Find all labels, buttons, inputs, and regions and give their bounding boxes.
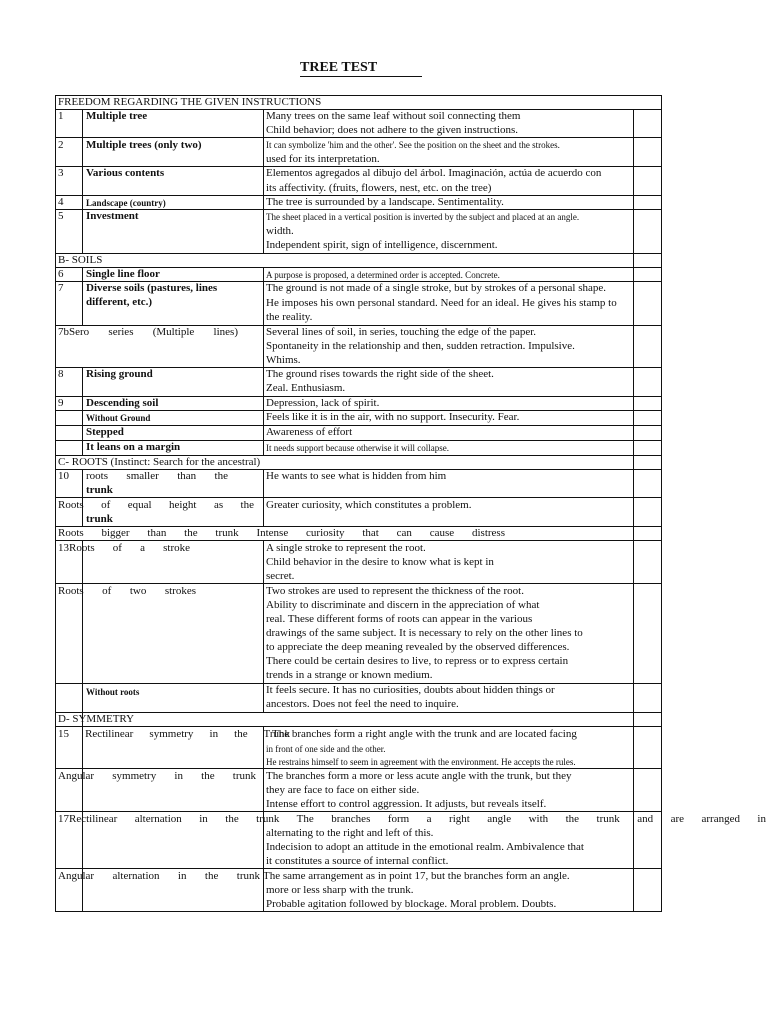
interpretation-line: It needs support because otherwise it will collapse. — [266, 443, 449, 453]
interpretation-line: more or less sharp with the trunk. — [266, 884, 414, 896]
row-rule — [55, 712, 662, 713]
interpretation-line: Spontaneity in the relationship and then, sudden retraction. Impulsive. — [266, 340, 575, 352]
criterion-name: It leans on a margin — [86, 441, 181, 453]
interpretation-line: they are face to face on either side. — [266, 784, 420, 796]
interpretation-line: Independent spirit, sign of intelligence, discernment. — [266, 239, 498, 251]
interpretation-line: used for its interpretation. — [266, 153, 380, 165]
interpretation-line: Ability to discriminate and discern in the appreciation of what — [266, 599, 540, 611]
interpretation-line: to appreciate the deep meaning revealed by the observed differences. — [266, 641, 570, 653]
row-number: 10 — [58, 470, 69, 482]
interpretation-line: Feels like it is in the air, with no support. Insecurity. Fear. — [266, 411, 520, 423]
interpretation-line: The sheet placed in a vertical position is inverted by the subject and placed at an angle. — [266, 212, 580, 222]
interpretation-line: it constitutes a source of internal conflict. — [266, 855, 449, 867]
column-divider-num — [82, 367, 83, 455]
section-heading-symmetry: D- SYMMETRY — [58, 713, 135, 725]
interpretation-line: its affectivity. (fruits, flowers, nest, etc. on the tree) — [266, 182, 492, 194]
interpretation-line: Many trees on the same leaf without soil connecting them — [266, 110, 521, 122]
interpretation-line: Awareness of effort — [266, 426, 353, 438]
interpretation-line: The tree is surrounded by a landscape. Sentimentality. — [266, 196, 504, 208]
interpretation-line: in front of one side and the other. — [266, 744, 386, 754]
criterion-name: Angular symmetry in the trunk — [58, 770, 256, 782]
criterion-name: Various contents — [86, 167, 165, 179]
criterion-name: Without roots — [86, 687, 140, 697]
criterion-name: Roots of equal height as the — [58, 499, 254, 511]
interpretation-line: real. These different forms of roots can appear in the various — [266, 613, 533, 625]
criterion-line: 17Rectilinear alternation in the trunk The branches form a right angle with the trunk and are arranged in — [58, 813, 766, 825]
row-rule — [55, 253, 662, 254]
column-divider-num — [82, 267, 83, 325]
criterion-name: Investment — [86, 210, 139, 222]
interpretation-line: secret. — [266, 570, 295, 582]
page-title: TREE TEST — [300, 60, 378, 75]
column-divider-name — [263, 267, 264, 455]
criterion-name: trunk — [86, 484, 113, 496]
criterion-name: different, etc.) — [86, 296, 153, 308]
interpretation-line: Indecision to adopt an attitude in the emotional realm. Ambivalence that — [266, 841, 584, 853]
row-number: 5 — [58, 210, 64, 222]
criterion-name: Single line floor — [86, 268, 160, 280]
row-number: 6 — [58, 268, 64, 280]
criterion-name: Multiple tree — [86, 110, 148, 122]
criterion-name: Without Ground — [86, 413, 151, 423]
interpretation-line: Greater curiosity, which constitutes a problem. — [266, 499, 472, 511]
criterion-name: Stepped — [86, 426, 124, 438]
interpretation-line: Whims. — [266, 354, 301, 366]
section-heading-freedom: FREEDOM REGARDING THE GIVEN INSTRUCTIONS — [58, 96, 322, 108]
interpretation-line: the reality. — [266, 311, 313, 323]
criterion-name: Descending soil — [86, 397, 159, 409]
interpretation-line: ancestors. Does not feel the need to inquire. — [266, 698, 459, 710]
interpretation-line: A purpose is proposed, a determined order is accepted. Concrete. — [266, 270, 500, 280]
criterion-name: 15 Rectilinear symmetry in the Trunk — [58, 728, 290, 740]
interpretation-line: It feels secure. It has no curiosities, doubts about hidden things or — [266, 684, 555, 696]
criterion-name: roots smaller than the — [86, 470, 228, 482]
column-divider-name — [263, 109, 264, 253]
interpretation-line: The ground is not made of a single stroke, but by strokes of a personal shape. — [266, 282, 607, 294]
interpretation-line: The ground rises towards the right side of the sheet. — [266, 368, 494, 380]
section-heading-soils: B- SOILS — [58, 254, 103, 266]
interpretation-line: Depression, lack of spirit. — [266, 397, 380, 409]
row-number: 2 — [58, 139, 64, 151]
criterion-name: Rising ground — [86, 368, 153, 380]
interpretation-line: Elementos agregados al dibujo del árbol. Imaginación, actúa de acuerdo con — [266, 167, 602, 179]
interpretation-line: There could be certain desires to live, to repress or to express certain — [266, 655, 569, 667]
column-divider-name — [263, 540, 264, 712]
interpretation-line: He wants to see what is hidden from him — [266, 470, 447, 482]
row-number: 7 — [58, 282, 64, 294]
interpretation-line: drawings of the same subject. It is necessary to rely on the other lines to — [266, 627, 583, 639]
interpretation-line: He restrains himself to seem in agreement with the environment. He accepts the rules. — [266, 757, 576, 767]
table-border-right — [661, 95, 662, 912]
criterion-name: 7bSero series (Multiple lines) — [58, 326, 238, 338]
column-divider-right — [633, 109, 634, 912]
criterion-name: Angular alternation in the trunk — [58, 870, 260, 882]
interpretation-line: width. — [266, 225, 294, 237]
section-heading-roots: C- ROOTS (Instinct: Search for the ancestral) — [58, 456, 261, 468]
interpretation-line: Child behavior in the desire to know what is kept in — [266, 556, 494, 568]
interpretation-line: alternating to the right and left of this. — [266, 827, 434, 839]
interpretation-line: The branches form a more or less acute angle with the trunk, but they — [266, 770, 572, 782]
criterion-name: 13Roots of a stroke — [58, 542, 190, 554]
interpretation-line: Two strokes are used to represent the thickness of the root. — [266, 585, 524, 597]
interpretation-line: The branches form a right angle with the trunk and are located facing — [272, 728, 577, 740]
row-number: 3 — [58, 167, 64, 179]
criterion-name: Diverse soils (pastures, lines — [86, 282, 218, 294]
interpretation-line: Several lines of soil, in series, touching the edge of the paper. — [266, 326, 537, 338]
row-number: 1 — [58, 110, 64, 122]
interpretation-line: The same arrangement as in point 17, but the branches form an angle. — [263, 870, 570, 882]
interpretation-line: It can symbolize 'him and the other'. See the position on the sheet and the strokes. — [266, 140, 560, 150]
table-border-left — [55, 95, 56, 912]
interpretation-line: trends in a strange or known medium. — [266, 669, 433, 681]
criterion-line: Roots bigger than the trunk Intense curiosity that can cause distress — [58, 527, 505, 539]
row-number: 8 — [58, 368, 64, 380]
interpretation-line: A single stroke to represent the root. — [266, 542, 426, 554]
interpretation-line: He imposes his own personal standard. Need for an ideal. He gives his stamp to — [266, 297, 617, 309]
interpretation-line: Intense effort to control aggression. It adjusts, but reveals itself. — [266, 798, 547, 810]
interpretation-line: Zeal. Enthusiasm. — [266, 382, 346, 394]
row-number: 9 — [58, 397, 64, 409]
interpretation-line: Probable agitation followed by blockage. Moral problem. Doubts. — [266, 898, 557, 910]
row-rule — [55, 425, 662, 426]
criterion-name: Roots of two strokes — [58, 585, 196, 597]
interpretation-line: Child behavior; does not adhere to the given instructions. — [266, 124, 519, 136]
row-number: 4 — [58, 196, 64, 208]
criterion-name: trunk — [86, 513, 113, 525]
criterion-name: Landscape (country) — [86, 198, 166, 208]
column-divider-num — [82, 109, 83, 253]
criterion-name: Multiple trees (only two) — [86, 139, 202, 151]
row-rule — [55, 911, 662, 912]
